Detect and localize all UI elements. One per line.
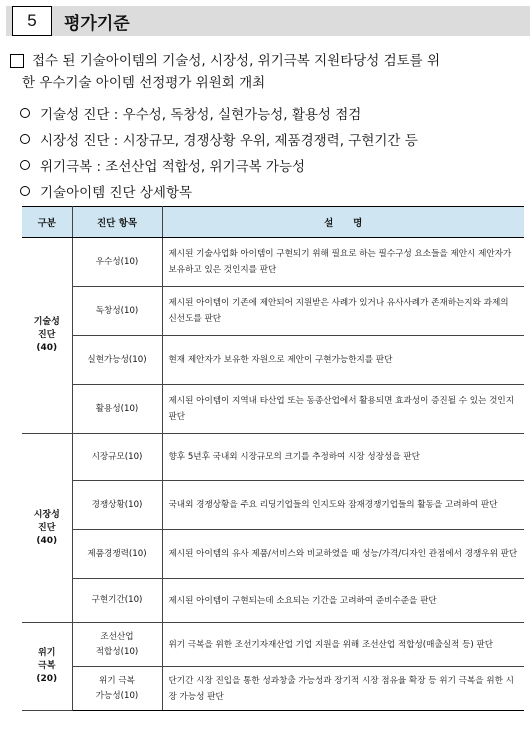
group-market: 시장성 진단 (40): [22, 434, 72, 623]
group-technology: 기술성 진단 (40): [22, 238, 72, 434]
table-row: [22, 385, 524, 434]
table-row: [22, 238, 524, 287]
table-row: [22, 287, 524, 336]
bullet-item: [20, 152, 418, 178]
desc-cell: 위기 극복을 위한 조선기자재산업 기업 지원을 위해 조선산업 적합성(매출실적 등) 판단: [162, 623, 524, 667]
circle-bullet-icon: [20, 186, 30, 196]
desc-cell: 현재 제안자가 보유한 자원으로 제안이 구현가능한지를 판단: [162, 336, 524, 385]
desc-cell: 향후 5년후 국내외 시장규모의 크기를 추정하여 시장 성장성을 판단: [162, 434, 524, 481]
circle-bullet-icon: [20, 160, 30, 170]
desc-cell: 제시된 아이템이 구현되는데 소요되는 기간을 고려하여 준비수준을 판단: [162, 579, 524, 623]
intro-text-line1: 접수 된 기술아이템의 기술성, 시장성, 위기극복 지원타당성 검토를 위: [32, 53, 441, 69]
bullet-item: [20, 100, 418, 126]
bullet-text: 위기극복 : 조선산업 적합성, 위기극복 가능성: [40, 159, 306, 175]
item-cell: 제품경쟁력(10): [72, 530, 162, 579]
item-cell: 시장규모(10): [72, 434, 162, 481]
checkbox-square-icon: [10, 54, 24, 68]
circle-bullet-icon: [20, 108, 30, 118]
intro-line: [8, 50, 528, 72]
header-category: 구분: [22, 207, 72, 238]
item-cell: 구현기간(10): [72, 579, 162, 623]
table-row: [22, 530, 524, 579]
bullet-text: 기술아이템 진단 상세항목: [40, 185, 193, 201]
table-row: [22, 667, 524, 711]
bullet-item: [20, 178, 418, 204]
table-row: [22, 336, 524, 385]
desc-cell: 제시된 아이템의 유사 제품/서비스와 비교하였을 때 성능/가격/디자인 관점에서 경쟁우위 판단: [162, 530, 524, 579]
evaluation-criteria-table: [22, 206, 524, 711]
item-cell: 경쟁상황(10): [72, 481, 162, 530]
item-cell: 실현가능성(10): [72, 336, 162, 385]
section-title: 평가기준: [64, 13, 130, 34]
item-cell: 활용성(10): [72, 385, 162, 434]
intro-text-line2: 한 우수기술 아이템 선정평가 위원회 개최: [22, 75, 266, 91]
desc-cell: 제시된 기술사업화 아이템이 구현되기 위해 필요로 하는 필수구성 요소들을 제안시 제안자가 보유하고 있은 것인지를 판단: [162, 238, 524, 287]
table-row: [22, 623, 524, 667]
section-number: 5: [12, 6, 52, 36]
table-row: [22, 579, 524, 623]
bullet-text: 시장성 진단 : 시장규모, 경쟁상황 우위, 제품경쟁력, 구현기간 등: [40, 133, 418, 149]
section-header: [6, 6, 530, 36]
header-item: 진단 항목: [72, 207, 162, 238]
bullet-list: [20, 100, 418, 204]
intro-paragraph: [8, 50, 528, 94]
item-cell: 위기 극복 가능성(10): [72, 667, 162, 711]
desc-cell: 국내외 경쟁상황을 주요 리딩기업들의 인지도와 잠재경쟁기업들의 활동을 고려하여 판단: [162, 481, 524, 530]
header-description: 설 명: [162, 207, 524, 238]
desc-cell: 제시된 아이템이 지역내 타산업 또는 동종산업에서 활용되면 효과성이 증진될 수 있는 것인지 판단: [162, 385, 524, 434]
table-row: [22, 481, 524, 530]
table-header-row: [22, 207, 524, 238]
circle-bullet-icon: [20, 134, 30, 144]
table-row: [22, 434, 524, 481]
desc-cell: 단기간 시장 진입을 통한 성과창출 가능성과 장기적 시장 점유율 확장 등 위기 극복을 위한 시장 가능성 판단: [162, 667, 524, 711]
desc-cell: 제시된 아이템이 기존에 제안되어 지원받은 사례가 있거나 유사사례가 존재하는지와 과제의 신선도를 판단: [162, 287, 524, 336]
group-crisis: 위기 극복 (20): [22, 623, 72, 711]
item-cell: 조선산업 적합성(10): [72, 623, 162, 667]
bullet-text: 기술성 진단 : 우수성, 독창성, 실현가능성, 활용성 점검: [40, 107, 362, 123]
item-cell: 독창성(10): [72, 287, 162, 336]
bullet-item: [20, 126, 418, 152]
item-cell: 우수성(10): [72, 238, 162, 287]
